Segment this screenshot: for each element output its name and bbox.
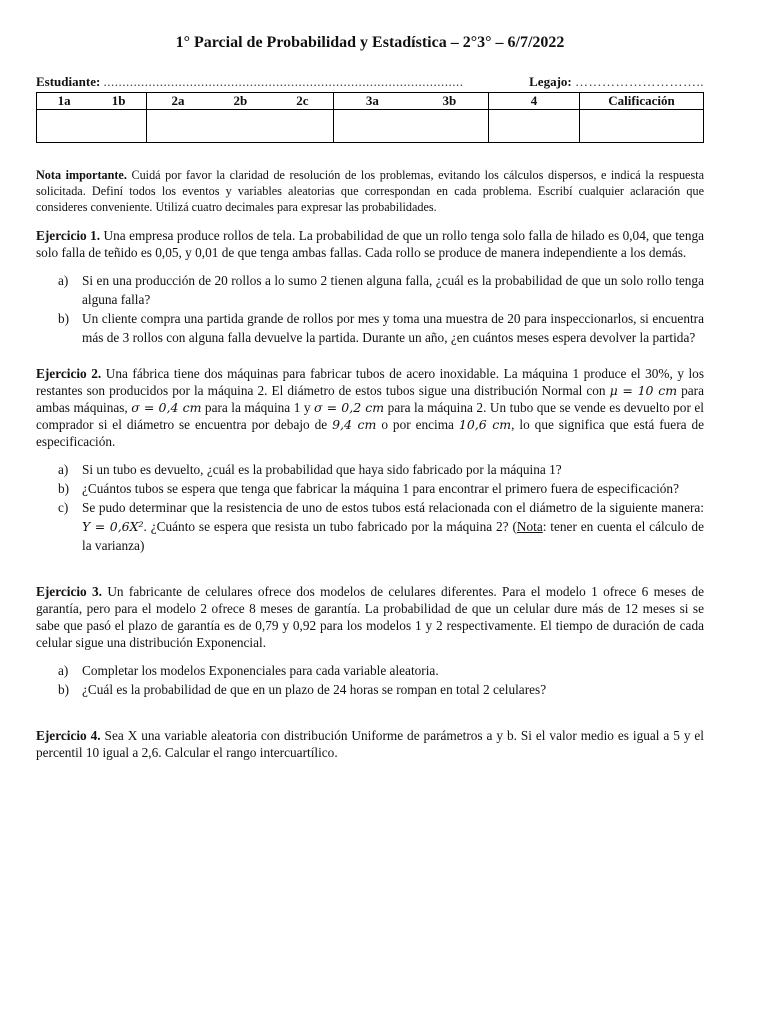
grade-col-4: 4 bbox=[489, 93, 580, 110]
exercise-1-item-a bbox=[36, 271, 704, 309]
exercise-3-item-b bbox=[36, 680, 704, 699]
item-text: ¿Cuántos tubos se espera que tenga que fabricar la máquina 1 para encontrar el primero fuera de especificación? bbox=[82, 481, 679, 496]
item-c-text-2: . ¿Cuánto se espera que resista un tubo fabricado por la máquina 2? ( bbox=[143, 519, 517, 534]
note-title: Nota importante. bbox=[36, 168, 127, 182]
exercise-2-text-1: Una fábrica tiene dos máquinas para fabricar tubos de acero inoxidable. La máquina 1 produce el 30%, y los restantes son producidos por la máquina 2. El diámetro de estos tubos sigue una distribución Normal con bbox=[36, 366, 705, 398]
grade-col-final: Calificación bbox=[580, 93, 704, 110]
item-c-text-1: Se pudo determinar que la resistencia de uno de estos tubos está relacionada con el diámetro de la siguiente manera: bbox=[82, 500, 704, 515]
grade-cell-4[interactable] bbox=[489, 110, 580, 143]
exercise-2-text-2: para ambas máquinas, bbox=[36, 383, 704, 415]
legajo-dots: ……………………….. bbox=[575, 74, 704, 89]
exercise-2-item-c bbox=[36, 498, 704, 555]
exercise-4-title: Ejercicio 4. bbox=[36, 728, 101, 743]
grade-col-1b: 1b bbox=[111, 93, 126, 108]
math-upper-limit: 10,6 cm bbox=[458, 417, 512, 432]
grades-value-row bbox=[37, 110, 704, 143]
math-resistance: Y = 0,6X² bbox=[82, 519, 144, 534]
item-marker: a) bbox=[58, 462, 69, 477]
exercise-2-text-3: para la máquina 1 y bbox=[201, 400, 314, 415]
exercise-1-statement bbox=[36, 227, 704, 261]
grades-header-row bbox=[37, 93, 704, 110]
grade-col-3b: 3b bbox=[442, 93, 457, 108]
exercise-2-text-4: para la máquina 2. Un tubo que se vende es devuelto por el comprador si el diámetro se encuentra por debajo de bbox=[36, 400, 704, 432]
item-text: Completar los modelos Exponenciales para cada variable aleatoria. bbox=[82, 663, 439, 678]
grade-col-2c: 2c bbox=[296, 93, 309, 108]
legajo-field bbox=[529, 74, 704, 90]
item-marker: c) bbox=[58, 500, 69, 515]
item-marker: b) bbox=[58, 311, 70, 326]
grades-group-3 bbox=[334, 93, 489, 110]
item-marker: b) bbox=[58, 481, 70, 496]
item-text: Si en una producción de 20 rollos a lo sumo 2 tienen alguna falla, ¿cuál es la probabilidad de que un solo rollo tenga alguna falla? bbox=[82, 273, 704, 307]
exercise-2-text-6: , lo que significa que está fuera de especificación. bbox=[36, 417, 704, 449]
math-lower-limit: 9,4 cm bbox=[332, 417, 377, 432]
item-marker: a) bbox=[58, 663, 69, 678]
exam-title: 1° Parcial de Probabilidad y Estadística – 2°3° – 6/7/2022 bbox=[175, 34, 565, 51]
item-marker: b) bbox=[58, 682, 70, 697]
math-mu: μ = 10 cm bbox=[609, 383, 678, 398]
item-c-text-3: : tener en cuenta el cálculo de la varianza) bbox=[82, 519, 704, 553]
exercise-3-item-a bbox=[36, 661, 704, 680]
grades-group-2 bbox=[147, 93, 334, 110]
exercise-1 bbox=[36, 227, 704, 347]
student-dots: ................................................................................................ bbox=[103, 74, 464, 89]
legajo-label: Legajo: bbox=[529, 74, 572, 89]
exercise-1-items bbox=[36, 271, 704, 347]
item-text: ¿Cuál es la probabilidad de que en un plazo de 24 horas se rompan en total 2 celulares? bbox=[82, 682, 547, 697]
exercise-1-item-b bbox=[36, 309, 704, 347]
exercise-3-title: Ejercicio 3. bbox=[36, 584, 102, 599]
item-text: Un cliente compra una partida grande de rollos por mes y toma una muestra de 20 para inspeccionarlos, si encuentra más de 3 rollos con alguna falla devuelve la partida. Durante un año, ¿en cuántos meses espera devolver la partida? bbox=[82, 311, 704, 345]
student-field bbox=[36, 74, 511, 90]
exercise-4 bbox=[36, 727, 704, 761]
item-marker: a) bbox=[58, 273, 69, 288]
exercise-2-text-5: o por encima bbox=[376, 417, 459, 432]
grade-col-3a: 3a bbox=[365, 93, 379, 108]
grade-col-1a: 1a bbox=[57, 93, 71, 108]
math-sigma-2: σ = 0,2 cm bbox=[313, 400, 385, 415]
student-line bbox=[36, 74, 704, 90]
math-sigma-1: σ = 0,4 cm bbox=[131, 400, 202, 415]
grade-col-2b: 2b bbox=[233, 93, 248, 108]
grade-cell-final[interactable] bbox=[580, 110, 704, 143]
item-text bbox=[82, 498, 704, 555]
item-text: Si un tubo es devuelto, ¿cuál es la probabilidad que haya sido fabricado por la máquina 1? bbox=[82, 462, 562, 477]
exercise-2-items bbox=[36, 460, 704, 555]
exercise-3-text: Un fabricante de celulares ofrece dos modelos de celulares diferentes. Para el modelo 1 ofrece 6 meses de garantía, pero para el modelo 2 ofrece 8 meses de garantía. La probabilidad de que un celular dure más de 12 meses si se sabe que pasó el plazo de garantía es de 0,79 y 0,92 para los modelos 1 y 2 respectivamente. El tiempo de duración de cada celular sigue una distribución Exponencial. bbox=[36, 584, 704, 650]
exercise-2-item-a bbox=[36, 460, 704, 479]
exam-page bbox=[36, 34, 704, 761]
grades-group-1 bbox=[37, 93, 147, 110]
grade-cell-group-2[interactable] bbox=[147, 110, 334, 143]
exercise-2-statement bbox=[36, 365, 704, 450]
grades-table bbox=[36, 92, 704, 143]
exercise-1-title: Ejercicio 1. bbox=[36, 228, 101, 243]
exercise-3-items bbox=[36, 661, 704, 699]
exercise-2-item-b bbox=[36, 479, 704, 498]
exercise-3-statement bbox=[36, 583, 704, 651]
exercise-2 bbox=[36, 365, 704, 555]
exercise-1-text: Una empresa produce rollos de tela. La probabilidad de que un rollo tenga solo falla de hilado es 0,04, que tenga solo falla de teñido es 0,05, y 0,01 de que tenga ambas fallas. Cada rollo se produce de manera independiente a los demás. bbox=[36, 228, 705, 260]
exercise-2-title: Ejercicio 2. bbox=[36, 366, 102, 381]
grade-cell-group-3[interactable] bbox=[334, 110, 489, 143]
exercise-4-statement bbox=[36, 727, 704, 761]
note-text: Cuidá por favor la claridad de resolución de los problemas, evitando los cálculos dispersos, e indicá la respuesta solicitada. Definí todos los eventos y variables aleatorias que correspondan en cada problema. Escribí cualquier aclaración que consideres conveniente. Utilizá cuatro decimales para expresar las probabilidades. bbox=[36, 168, 704, 214]
student-label: Estudiante: bbox=[36, 74, 101, 89]
exercise-4-text: Sea X una variable aleatoria con distribución Uniforme de parámetros a y b. Si el valor medio es igual a 5 y el percentil 10 igual a 2,6. Calcular el rango intercuartílico. bbox=[36, 728, 705, 760]
grade-col-2a: 2a bbox=[171, 93, 185, 108]
important-note bbox=[36, 167, 704, 215]
grade-cell-group-1[interactable] bbox=[37, 110, 147, 143]
exercise-3 bbox=[36, 583, 704, 699]
item-c-note-word: Nota bbox=[516, 519, 543, 534]
